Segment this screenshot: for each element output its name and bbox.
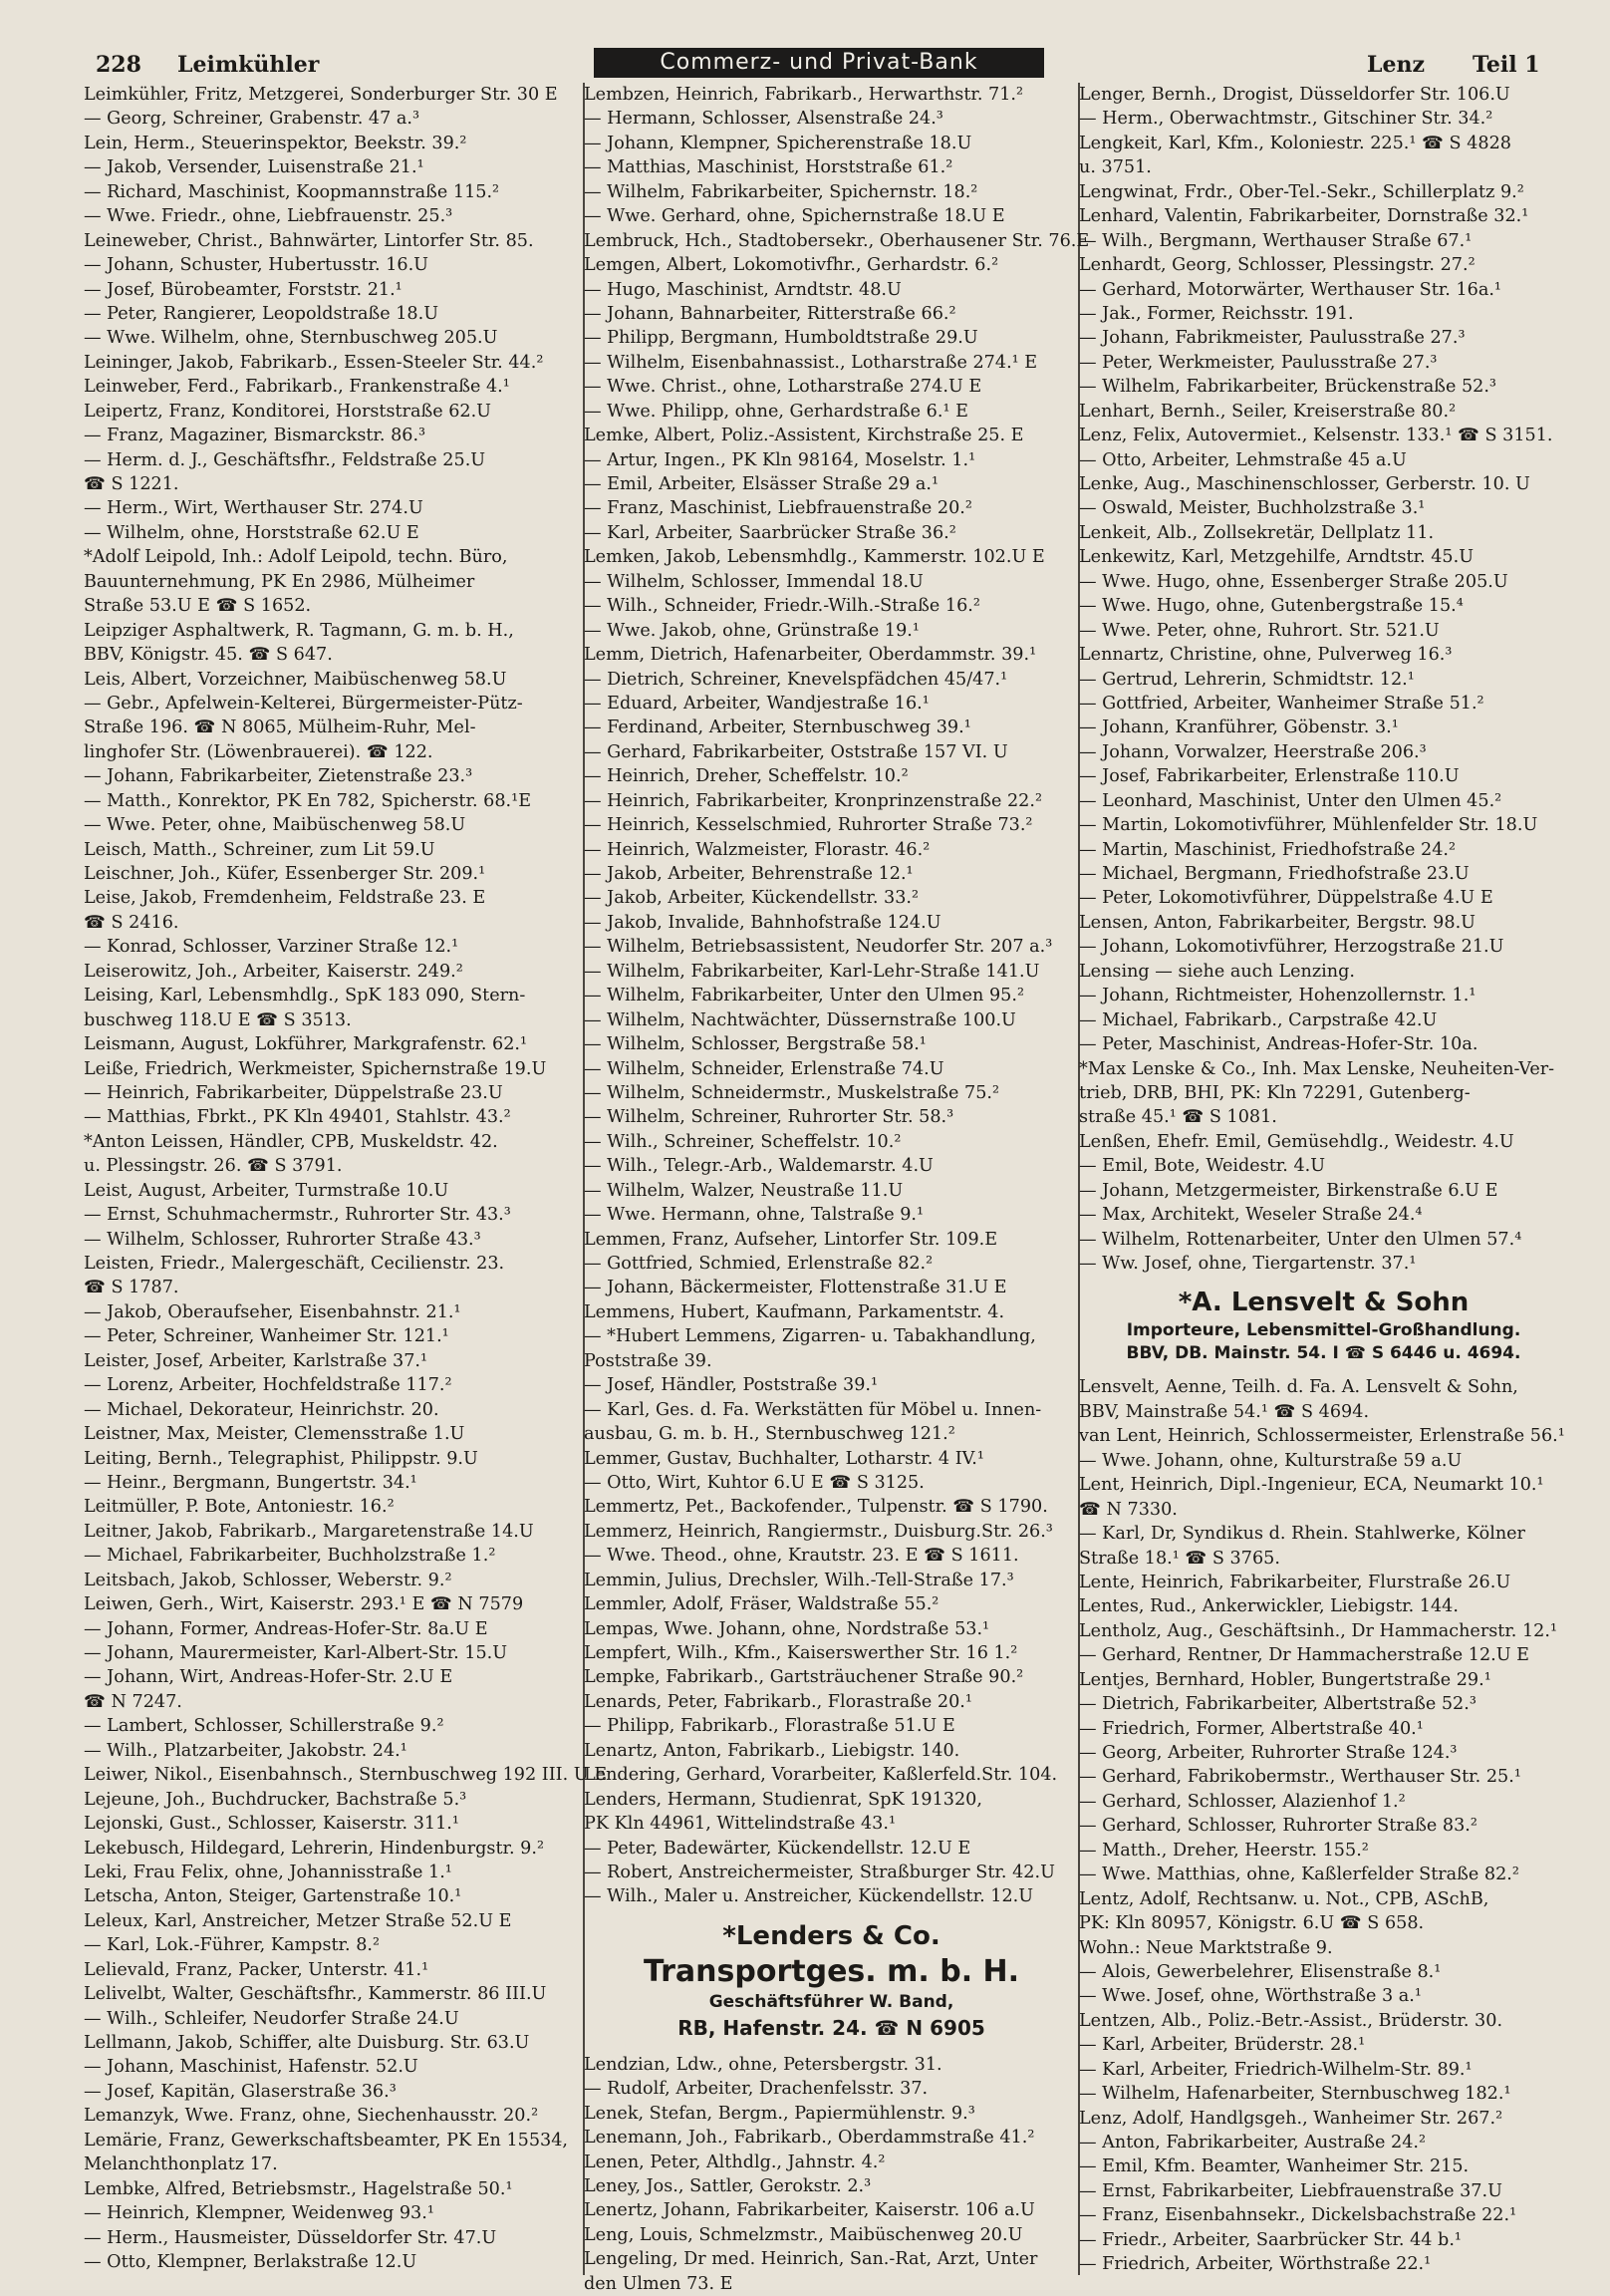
directory-entry: Lentzen, Alb., Poliz.-Betr.-Assist., Brüderstr. 30. [1079,2010,1503,2031]
directory-entry: — Alois, Gewerbelehrer, Elisenstraße 8.¹ [1079,1961,1442,1982]
directory-entry: Lenhard, Valentin, Fabrikarbeiter, Dornstraße 32.¹ [1079,206,1529,227]
directory-entry: Leney, Jos., Sattler, Gerokstr. 2.³ [584,2176,872,2196]
directory-entry: — Georg, Arbeiter, Ruhrorter Straße 124.³ [1079,1743,1458,1763]
directory-entry: — Wilhelm, Schneidermstr., Muskelstraße 75.² [584,1082,1000,1103]
directory-entry: — Gottfried, Arbeiter, Wanheimer Straße 51.² [1079,693,1484,714]
directory-entry: Lenkeit, Alb., Zollsekretär, Dellplatz 11. [1079,522,1435,543]
directory-entry: — Peter, Badewärter, Kückendellstr. 12.U E [584,1838,971,1859]
directory-entry: — Wwe. Peter, ohne, Maibüschenweg 58.U [84,815,466,836]
directory-entry: — Wilh., Telegr.-Arb., Waldemarstr. 4.U [584,1156,934,1177]
directory-entry: Lembruck, Hch., Stadtobersekr., Oberhausener Str. 76.E [584,230,1090,251]
directory-entry: — Gottfried, Schmied, Erlenstraße 82.² [584,1254,934,1274]
directory-entry: Lejeune, Joh., Buchdrucker, Bachstraße 5.³ [84,1789,467,1810]
directory-entry: Lenen, Peter, Althdlg., Jahnstr. 4.² [584,2152,886,2172]
directory-entry: — Jakob, Arbeiter, Kückendellstr. 33.² [584,888,920,909]
directory-entry: Lemgen, Albert, Lokomotivfhr., Gerhardstr. 6.² [584,255,999,276]
directory-entry: Straße 196. ☎ N 8065, Mülheim-Ruhr, Mel- [84,718,476,738]
directory-entry: — Wilhelm, Betriebsassistent, Neudorfer Str. 207 a.³ [584,937,1053,958]
directory-entry: — Dietrich, Fabrikarbeiter, Albertstraße 52.³ [1079,1694,1476,1715]
directory-entry: — Herm. d. J., Geschäftsfhr., Feldstraße 25.U [84,449,486,470]
directory-entry: — Wilh., Platzarbeiter, Jakobstr. 24.¹ [84,1740,407,1761]
directory-entry: *Anton Leissen, Händler, CPB, Muskeldstr. 42. [84,1131,498,1152]
directory-entry: — Wwe. Hugo, ohne, Essenberger Straße 205.U [1079,571,1508,592]
directory-entry: buschweg 118.U E ☎ S 3513. [84,1009,352,1030]
directory-entry: — Ernst, Schuhmachermstr., Ruhrorter Str. 43.³ [84,1205,511,1226]
directory-entry: ☎ S 1787. [84,1278,179,1298]
directory-entry: — Emil, Arbeiter, Elsässer Straße 29 a.¹ [584,474,939,494]
directory-entry: Lein, Herm., Steuerinspektor, Beekstr. 39.² [84,133,467,153]
directory-entry: Lenßen, Ehefr. Emil, Gemüsehdlg., Weidestr. 4.U [1079,1131,1514,1152]
directory-entry: Leimkühler, Fritz, Metzgerei, Sonderburger Str. 30 E [84,85,558,105]
column-1 [84,83,608,2275]
directory-entry: Lenek, Stefan, Bergm., Papiermühlenstr. 9.³ [584,2103,975,2124]
directory-entry: — Jakob, Versender, Luisenstraße 21.¹ [84,157,424,178]
directory-entry: — Jakob, Oberaufseher, Eisenbahnstr. 21.¹ [84,1301,461,1322]
directory-entry: Lenz, Felix, Autovermiet., Kelsenstr. 133.¹ ☎ S 3151. [1079,426,1553,446]
directory-entry: — Michael, Fabrikarbeiter, Buchholzstraße 1.² [84,1546,496,1567]
directory-entry: Lemmin, Julius, Drechsler, Wilh.-Tell-Straße 17.³ [584,1570,1014,1590]
directory-entry: — Gerhard, Fabrikarbeiter, Oststraße 157 VI. U [584,741,1008,762]
directory-entry: — Gertrud, Lehrerin, Schmidtstr. 12.¹ [1079,669,1415,690]
page-header [96,48,1555,88]
directory-entry: ☎ N 7247. [84,1691,182,1712]
directory-entry: — Philipp, Bergmann, Humboldtstraße 29.U [584,328,978,349]
directory-entry: — Peter, Lokomotivführer, Düppelstraße 4.U E [1079,888,1493,909]
directory-entry: ☎ N 7330. [1079,1499,1178,1520]
directory-entry: — Johann, Richtmeister, Hohenzollernstr. 1.¹ [1079,986,1476,1006]
directory-entry: Leising, Karl, Lebensmhdlg., SpK 183 090, Stern- [84,986,526,1006]
directory-entry: Leinweber, Ferd., Fabrikarb., Frankenstraße 4.¹ [84,377,510,398]
directory-entry: — Anton, Fabrikarbeiter, Austraße 24.² [1079,2133,1427,2152]
directory-entry: Leist, August, Arbeiter, Turmstraße 10.U [84,1180,449,1201]
directory-entry: — Friedr., Arbeiter, Saarbrücker Str. 44 b.¹ [1079,2229,1462,2250]
directory-entry: — Jakob, Invalide, Bahnhofstraße 124.U [584,912,941,933]
directory-entry: — Karl, Ges. d. Fa. Werkstätten für Möbel u. Innen- [584,1399,1042,1420]
directory-entry: — Max, Architekt, Weseler Straße 24.⁴ [1079,1205,1423,1226]
directory-entry: *Max Lenske & Co., Inh. Max Lenske, Neuheiten-Ver- [1079,1058,1555,1079]
directory-entry: — Michael, Fabrikarb., Carpstraße 42.U [1079,1009,1438,1030]
directory-entry: — Wwe. Philipp, ohne, Gerhardstraße 6.¹ E [584,401,968,422]
directory-entry: — Ernst, Fabrikarbeiter, Liebfrauenstraße 37.U [1079,2180,1502,2201]
directory-entry: — Wilhelm, Schneider, Erlenstraße 74.U [584,1058,944,1079]
lensvelt-ad-subtitle: Importeure, Lebensmittel-Großhandlung. [1126,1320,1521,1341]
directory-entry: — Jakob, Arbeiter, Behrenstraße 12.¹ [584,864,914,884]
directory-entry: Lemmertz, Pet., Backofender., Tulpenstr. ☎ S 1790. [584,1497,1048,1518]
directory-entry: — Wilhelm, Rottenarbeiter, Unter den Ulmen 57.⁴ [1079,1229,1522,1250]
directory-entry: — Johann, Wirt, Andreas-Hofer-Str. 2.U E [84,1667,453,1688]
directory-entry: — Wilhelm, Schreiner, Ruhrorter Str. 58.³ [584,1107,954,1128]
directory-entry: trieb, DRB, BHI, PK: Kln 72291, Gutenberg- [1079,1082,1471,1103]
directory-entry: — Friedrich, Former, Albertstraße 40.¹ [1079,1718,1424,1739]
directory-entry: Lembzen, Heinrich, Fabrikarb., Herwarthstr. 71.² [584,85,1024,105]
directory-entry: — Hermann, Schlosser, Alsenstraße 24.³ [584,109,943,130]
directory-entry: — Peter, Maschinist, Andreas-Hofer-Str. 10a. [1079,1034,1478,1055]
directory-entry: PK: Kln 80957, Königstr. 6.U ☎ S 658. [1079,1913,1425,1934]
directory-entry: Lelievald, Franz, Packer, Unterstr. 41.¹ [84,1959,429,1980]
directory-entry: — Wwe. Friedr., ohne, Liebfrauenstr. 25.³ [84,206,453,227]
directory-entry: — Wwe. Jakob, ohne, Grünstraße 19.¹ [584,620,920,641]
directory-entry: Lenger, Bernh., Drogist, Düsseldorfer Str. 106.U [1079,85,1510,105]
directory-entry: Poststraße 39. [584,1350,712,1371]
directory-entry: — Herm., Oberwachtmstr., Gitschiner Str. 34.² [1079,109,1493,130]
directory-entry: Leleux, Karl, Anstreicher, Metzer Straße 52.U E [84,1910,512,1931]
directory-entry: Leister, Josef, Arbeiter, Karlstraße 37.¹ [84,1350,428,1371]
directory-entry: Lemke, Albert, Poliz.-Assistent, Kirchstraße 25. E [584,426,1024,446]
directory-entry: Lelivelbt, Walter, Geschäftsfhr., Kammerstr. 86 III.U [84,1984,547,2005]
directory-entry: — Gerhard, Schlosser, Alazienhof 1.² [1079,1791,1406,1812]
directory-entry: — Wilhelm, Hafenarbeiter, Sternbuschweg 182.¹ [1079,2084,1511,2105]
directory-entry: — Karl, Arbeiter, Brüderstr. 28.¹ [1079,2035,1366,2056]
directory-entry: Lemärie, Franz, Gewerkschaftsbeamter, PK En 15534, [84,2130,569,2151]
directory-entry: — Karl, Arbeiter, Saarbrücker Straße 36.² [584,522,956,543]
directory-entry: Leiwer, Nikol., Eisenbahnsch., Sternbuschweg 192 III. U E [84,1765,608,1786]
directory-entry: — Franz, Maschinist, Liebfrauenstraße 20.² [584,498,972,519]
directory-entry: Lemm, Dietrich, Hafenarbeiter, Oberdammstr. 39.¹ [584,645,1037,666]
directory-entry: Lenke, Aug., Maschinenschlosser, Gerberstr. 10. U [1079,474,1530,494]
directory-entry: — Josef, Kapitän, Glaserstraße 36.³ [84,2081,397,2102]
directory-entry: Lemmler, Adolf, Fräser, Waldstraße 55.² [584,1594,939,1615]
directory-entry: — Josef, Bürobeamter, Forststr. 21.¹ [84,279,402,300]
directory-entry: — Heinrich, Fabrikarbeiter, Düppelstraße 23.U [84,1082,503,1103]
directory-entry: — Wilhelm, ohne, Horststraße 62.U E [84,522,419,543]
directory-entry: — Lorenz, Arbeiter, Hochfeldstraße 117.² [84,1375,452,1396]
directory-entry: — Wwe. Hugo, ohne, Gutenbergstraße 15.⁴ [1079,596,1464,617]
directory-entry: Lenders, Hermann, Studienrat, SpK 191320, [584,1789,982,1810]
directory-entry: Leiwen, Gerh., Wirt, Kaiserstr. 293.¹ E ☎ N 7579 [84,1594,524,1615]
directory-entry: Leisch, Matth., Schreiner, zum Lit 59.U [84,839,435,860]
directory-entry: — Emil, Bote, Weidestr. 4.U [1079,1156,1326,1177]
directory-entry: Leis, Albert, Vorzeichner, Maibüschenweg 58.U [84,669,507,690]
directory-entry: — Herm., Wirt, Werthauser Str. 274.U [84,498,423,519]
directory-entry: Lempke, Fabrikarb., Gartsträuchener Straße 90.² [584,1667,1024,1688]
directory-entry: — Wilh., Schleifer, Neudorfer Straße 24.U [84,2008,459,2029]
directory-entry: Lent, Heinrich, Dipl.-Ingenieur, ECA, Neumarkt 10.¹ [1079,1475,1544,1496]
directory-entry: Leng, Louis, Schmelzmstr., Maibüschenweg 20.U [584,2224,1023,2245]
directory-entry: — Heinrich, Kesselschmied, Ruhrorter Straße 73.² [584,815,1033,836]
directory-entry: Lensen, Anton, Fabrikarbeiter, Bergstr. 98.U [1079,912,1476,933]
directory-entry: Lengwinat, Frdr., Ober-Tel.-Sekr., Schillerplatz 9.² [1079,181,1524,202]
directory-entry: Lemken, Jakob, Lebensmhdlg., Kammerstr. 102.U E [584,547,1045,568]
directory-entry: Lenertz, Johann, Fabrikarbeiter, Kaiserstr. 106 a.U [584,2200,1035,2221]
directory-entry: — Peter, Werkmeister, Paulusstraße 27.³ [1079,352,1438,373]
directory-entry: — Gerhard, Motorwärter, Werthauser Str. 16a.¹ [1079,279,1501,300]
directory-entry: — Gerhard, Schlosser, Ruhrorter Straße 83.² [1079,1816,1477,1837]
directory-entry: Lemmer, Gustav, Buchhalter, Lotharstr. 4 IV.¹ [584,1448,984,1469]
directory-entry: — Josef, Händler, Poststraße 39.¹ [584,1375,879,1396]
directory-entry: Leki, Frau Felix, ohne, Johannisstraße 1.¹ [84,1862,452,1882]
directory-entry: u. Plessingstr. 26. ☎ S 3791. [84,1156,343,1177]
directory-entry: — Martin, Lokomotivführer, Mühlenfelder Str. 18.U [1079,815,1538,836]
directory-entry: — Wwe. Gerhard, ohne, Spichernstraße 18.U E [584,206,1005,227]
directory-entry: — Jak., Former, Reichsstr. 191. [1079,303,1354,324]
directory-entry: Leitmüller, P. Bote, Antoniestr. 16.² [84,1497,395,1518]
directory-entry: — Wilhelm, Schlosser, Ruhrorter Straße 43.³ [84,1229,481,1250]
directory-entry: Lenhardt, Georg, Schlosser, Plessingstr. 27.² [1079,255,1476,276]
directory-entry: — Artur, Ingen., PK Kln 98164, Moselstr. 1.¹ [584,449,976,470]
directory-entry: — Wwe. Josef, ohne, Wörthstraße 3 a.¹ [1079,1986,1422,2007]
directory-entry: Lenemann, Joh., Fabrikarb., Oberdammstraße 41.² [584,2128,1035,2149]
directory-entry: Leisten, Friedr., Malergeschäft, Cecilienstr. 23. [84,1254,505,1274]
directory-entry: — Franz, Magaziner, Bismarckstr. 86.³ [84,426,426,446]
directory-entry: — Hugo, Maschinist, Arndtstr. 48.U [584,279,902,300]
directory-entry: — Johann, Former, Andreas-Hofer-Str. 8a.U E [84,1618,488,1639]
directory-entry: Lemanzyk, Wwe. Franz, ohne, Siechenhausstr. 20.² [84,2106,539,2127]
lenders-ad-subtitle: Transportges. m. b. H. [643,1953,1020,1989]
left-catchword: Leimkühler [177,52,320,78]
directory-entry: ☎ S 2416. [84,912,179,933]
directory-entry: — Lambert, Schlosser, Schillerstraße 9.² [84,1716,444,1737]
directory-entry: — Johann, Maurermeister, Karl-Albert-Str. 15.U [84,1643,508,1663]
directory-entry: — Wwe. Theod., ohne, Krautstr. 23. E ☎ S 1611. [584,1546,1019,1567]
directory-entry: — Georg, Schreiner, Grabenstr. 47 a.³ [84,109,420,130]
directory-entry: — Johann, Vorwalzer, Heerstraße 206.³ [1079,741,1427,762]
directory-entry: Leismann, August, Lokführer, Markgrafenstr. 62.¹ [84,1034,528,1055]
directory-entry: — Heinrich, Fabrikarbeiter, Kronprinzenstraße 22.² [584,790,1043,811]
directory-entry: Lengeling, Dr med. Heinrich, San.-Rat, Arzt, Unter [584,2249,1038,2270]
directory-entry: straße 45.¹ ☎ S 1081. [1079,1107,1277,1128]
directory-entry: Leininger, Jakob, Fabrikarb., Essen-Steeler Str. 44.² [84,352,544,373]
directory-entry: — Wilhelm, Fabrikarbeiter, Unter den Ulmen 95.² [584,986,1025,1006]
directory-entry: Leineweber, Christ., Bahnwärter, Lintorfer Str. 85. [84,230,534,251]
directory-entry: — Josef, Fabrikarbeiter, Erlenstraße 110.U [1079,766,1460,787]
directory-entry: BBV, Königstr. 45. ☎ S 647. [84,645,333,666]
directory-entry: — Wilh., Maler u. Anstreicher, Kückendellstr. 12.U [584,1886,1034,1907]
directory-entry: — Wwe. Johann, ohne, Kulturstraße 59 a.U [1079,1450,1463,1471]
part-label: Teil 1 [1473,52,1540,78]
lensvelt-ad-name: *A. Lensvelt & Sohn [1178,1288,1470,1318]
lensvelt-advertisement [1079,1286,1568,1365]
directory-entry: — Dietrich, Schreiner, Knevelspfädchen 45/47.¹ [584,669,1008,690]
directory-entry: Lentes, Rud., Ankerwickler, Liebigstr. 144. [1079,1596,1459,1617]
directory-entry: — Wilhelm, Fabrikarbeiter, Karl-Lehr-Straße 141.U [584,961,1040,982]
directory-entry: PK Kln 44961, Wittelindstraße 43.¹ [584,1814,897,1835]
directory-entry: Lentz, Adolf, Rechtsanw. u. Not., CPB, ASchB, [1079,1888,1489,1909]
directory-entry: *Adolf Leipold, Inh.: Adolf Leipold, techn. Büro, [84,547,508,568]
directory-entry: Lekebusch, Hildegard, Lehrerin, Hindenburgstr. 9.² [84,1838,545,1859]
lensvelt-ad-address: BBV, DB. Mainstr. 54. I ☎ S 6446 u. 4694. [1126,1343,1521,1364]
directory-entry: van Lent, Heinrich, Schlossermeister, Erlenstraße 56.¹ [1079,1426,1565,1447]
directory-entry: — Matthias, Maschinist, Horststraße 61.² [584,157,953,178]
directory-entry: — Karl, Lok.-Führer, Kampstr. 8.² [84,1935,381,1956]
directory-entry: — Friedrich, Arbeiter, Wörthstraße 22.¹ [1079,2254,1432,2275]
directory-entry: — Peter, Rangierer, Leopoldstraße 18.U [84,303,439,324]
directory-entry: Lendzian, Ldw., ohne, Petersbergstr. 31. [584,2054,942,2075]
directory-entry: — Richard, Maschinist, Koopmannstraße 115.² [84,181,500,202]
column-3 [1079,83,1568,2275]
directory-entry: Straße 53.U E ☎ S 1652. [84,596,312,617]
directory-entry: — Johann, Schuster, Hubertusstr. 16.U [84,255,428,276]
directory-entry: ausbau, G. m. b. H., Sternbuschweg 121.² [584,1424,955,1445]
directory-entry: — Wwe. Wilhelm, ohne, Sternbuschweg 205.U [84,328,498,349]
directory-entry: Leipertz, Franz, Konditorei, Horststraße 62.U [84,401,492,422]
directory-entry: — Ferdinand, Arbeiter, Sternbuschweg 39.¹ [584,718,971,738]
directory-entry: — Wilhelm, Walzer, Neustraße 11.U [584,1180,904,1201]
directory-entry: Lengkeit, Karl, Kfm., Koloniestr. 225.¹ ☎ S 4828 [1079,133,1511,153]
directory-entry: — Gerhard, Rentner, Dr Hammacherstraße 12.U E [1079,1645,1530,1666]
directory-entry: Lembke, Alfred, Betriebsmstr., Hagelstraße 50.¹ [84,2178,513,2199]
directory-entry: ☎ S 1221. [84,474,179,494]
directory-entry: Leiße, Friedrich, Werkmeister, Spichernstraße 19.U [84,1058,547,1079]
directory-entry: — Ww. Josef, ohne, Tiergartenstr. 37.¹ [1079,1254,1417,1274]
directory-entry: Leitsbach, Jakob, Schlosser, Weberstr. 9.² [84,1570,452,1590]
directory-entry: — Otto, Arbeiter, Lehmstraße 45 a.U [1079,449,1407,470]
directory-entry: Lejonski, Gust., Schlosser, Kaiserstr. 311.¹ [84,1814,459,1835]
directory-entry: Bauunternehmung, PK En 2986, Mülheimer [84,571,475,592]
directory-entry: — Wilhelm, Fabrikarbeiter, Brückenstraße 52.³ [1079,377,1496,398]
directory-entry: — Wilh., Bergmann, Werthauser Straße 67.¹ [1079,230,1473,251]
directory-entry: Lemmerz, Heinrich, Rangiermstr., Duisburg.Str. 26.³ [584,1521,1053,1542]
column-2 [584,83,1090,2294]
directory-entry: — *Hubert Lemmens, Zigarren- u. Tabakhandlung, [584,1326,1036,1347]
directory-entry: — Johann, Maschinist, Hafenstr. 52.U [84,2057,418,2078]
directory-entry: — Leonhard, Maschinist, Unter den Ulmen 45.² [1079,790,1502,811]
directory-entry: — Wilhelm, Fabrikarbeiter, Spichernstr. 18.² [584,181,978,202]
directory-entry: Lendering, Gerhard, Vorarbeiter, Kaßlerfeld.Str. 104. [584,1765,1058,1786]
bank-advertisement-banner: Commerz- und Privat-Bank [594,48,1044,78]
directory-entry: — Matth., Dreher, Heerstr. 155.² [1079,1840,1369,1861]
directory-entry: linghofer Str. (Löwenbrauerei). ☎ 122. [84,741,433,762]
directory-entry: — Wilhelm, Eisenbahnassist., Lotharstraße 274.¹ E [584,352,1038,373]
directory-entry: — Martin, Maschinist, Friedhofstraße 24.² [1079,839,1457,860]
directory-entry: — Emil, Kfm. Beamter, Wanheimer Str. 215. [1079,2156,1470,2177]
directory-entry: — Otto, Wirt, Kuhtor 6.U E ☎ S 3125. [584,1472,925,1493]
lenders-advertisement [584,1919,1079,2043]
directory-entry: — Heinrich, Walzmeister, Florastr. 46.² [584,839,931,860]
directory-entry: — Johann, Bahnarbeiter, Ritterstraße 66.² [584,303,956,324]
directory-entry: Lenkewitz, Karl, Metzgehilfe, Arndtstr. 45.U [1079,547,1475,568]
directory-entry: — Herm., Hausmeister, Düsseldorfer Str. 47.U [84,2227,497,2248]
directory-entry: Leiting, Bernh., Telegraphist, Philippstr. 9.U [84,1448,478,1469]
directory-entry: Wohn.: Neue Marktstraße 9. [1079,1937,1333,1958]
lenders-ad-name: *Lenders & Co. [722,1920,940,1951]
directory-entry: — Johann, Klempner, Spicherenstraße 18.U [584,133,972,153]
directory-entry: Letscha, Anton, Steiger, Gartenstraße 10.¹ [84,1886,462,1907]
directory-entry: — Rudolf, Arbeiter, Drachenfelsstr. 37. [584,2079,929,2100]
directory-entry: — Johann, Bäckermeister, Flottenstraße 31.U E [584,1278,1007,1298]
directory-entry: — Wwe. Peter, ohne, Ruhrort. Str. 521.U [1079,620,1440,641]
directory-entry: — Wilhelm, Schlosser, Immendal 18.U [584,571,924,592]
directory-entry: — Michael, Bergmann, Friedhofstraße 23.U [1079,864,1470,884]
directory-entry: Lemmen, Franz, Aufseher, Lintorfer Str. 109.E [584,1229,998,1250]
directory-entry: Lentholz, Aug., Geschäftsinh., Dr Hammacherstr. 12.¹ [1079,1620,1558,1641]
directory-entry: Leipziger Asphaltwerk, R. Tagmann, G. m. b. H., [84,620,514,641]
directory-entry: — Peter, Schreiner, Wanheimer Str. 121.¹ [84,1326,449,1347]
directory-entry: — Heinr., Bergmann, Bungertstr. 34.¹ [84,1472,417,1493]
directory-entry: — Oswald, Meister, Buchholzstraße 3.¹ [1079,498,1426,519]
directory-entry: — Johann, Fabrikarbeiter, Zietenstraße 23.³ [84,766,473,787]
directory-entry: — Wwe. Matthias, ohne, Kaßlerfelder Straße 82.² [1079,1865,1519,1885]
directory-entry: Lensvelt, Aenne, Teilh. d. Fa. A. Lensvelt & Sohn, [1079,1377,1518,1398]
directory-entry: — Philipp, Fabrikarb., Florastraße 51.U E [584,1716,955,1737]
directory-entry: — Wwe. Christ., ohne, Lotharstraße 274.U E [584,377,982,398]
directory-entry: — Gerhard, Fabrikobermstr., Werthauser Str. 25.¹ [1079,1767,1521,1788]
directory-entry: Leistner, Max, Meister, Clemensstraße 1.U [84,1424,465,1445]
directory-entry: Lennartz, Christine, ohne, Pulverweg 16.³ [1079,645,1453,666]
directory-entry: Leitner, Jakob, Fabrikarb., Margaretenstraße 14.U [84,1521,534,1542]
directory-entry: Lenhart, Bernh., Seiler, Kreiserstraße 80.² [1079,401,1457,422]
directory-entry: — Heinrich, Klempner, Weidenweg 93.¹ [84,2203,434,2224]
directory-entry: Lellmann, Jakob, Schiffer, alte Duisburg. Str. 63.U [84,2033,530,2053]
directory-entry: — Konrad, Schlosser, Varziner Straße 12.¹ [84,937,459,958]
directory-entry: — Karl, Dr, Syndikus d. Rhein. Stahlwerke, Kölner [1079,1524,1525,1545]
directory-entry: Lenartz, Anton, Fabrikarb., Liebigstr. 140. [584,1740,960,1761]
directory-entry: — Heinrich, Dreher, Scheffelstr. 10.² [584,766,909,787]
lenders-ad-manager: Geschäftsführer W. Band, [708,1991,954,2012]
directory-entry: u. 3751. [1079,157,1152,178]
lenders-ad-address: RB, Hafenstr. 24. ☎ N 6905 [677,2015,985,2040]
directory-entry: — Eduard, Arbeiter, Wandjestraße 16.¹ [584,693,930,714]
directory-entry: — Johann, Metzgermeister, Birkenstraße 6.U E [1079,1180,1498,1201]
directory-entry: — Johann, Kranführer, Göbenstr. 3.¹ [1079,718,1399,738]
directory-entry: Lenards, Peter, Fabrikarb., Florastraße 20.¹ [584,1691,972,1712]
directory-entry: Leischner, Joh., Küfer, Essenberger Str. 209.¹ [84,864,486,884]
directory-entry: Lemmens, Hubert, Kaufmann, Parkamentstr. 4. [584,1301,1005,1322]
directory-entry: — Wilh., Schneider, Friedr.-Wilh.-Straße 16.² [584,596,980,617]
directory-entry: — Robert, Anstreichermeister, Straßburger Str. 42.U [584,1862,1055,1882]
directory-entry: BBV, Mainstraße 54.¹ ☎ S 4694. [1079,1401,1370,1422]
directory-entry: — Otto, Klempner, Berlakstraße 12.U [84,2251,417,2272]
directory-entry: — Franz, Eisenbahnsekr., Dickelsbachstraße 22.¹ [1079,2205,1517,2226]
directory-entry: — Karl, Arbeiter, Friedrich-Wilhelm-Str. 89.¹ [1079,2059,1473,2080]
directory-entry: — Wwe. Hermann, ohne, Talstraße 9.¹ [584,1205,925,1226]
directory-entry: Lempfert, Wilh., Kfm., Kaiserswerther Str. 16 1.² [584,1643,1018,1663]
directory-entry: Lempas, Wwe. Johann, ohne, Nordstraße 53.¹ [584,1618,990,1639]
directory-entry: — Gebr., Apfelwein-Kelterei, Bürgermeister-Pütz- [84,693,523,714]
directory-entry: — Matthias, Fbrkt., PK Kln 49401, Stahlstr. 43.² [84,1107,511,1128]
directory-entry: Lensing — siehe auch Lenzing. [1079,961,1355,982]
directory-entry: — Matth., Konrektor, PK En 782, Spicherstr. 68.¹E [84,790,532,811]
directory-entry: — Wilhelm, Schlosser, Bergstraße 58.¹ [584,1034,927,1055]
directory-entry: Lente, Heinrich, Fabrikarbeiter, Flurstraße 26.U [1079,1572,1511,1592]
directory-entry: — Wilh., Schreiner, Scheffelstr. 10.² [584,1131,902,1152]
directory-entry: Lenz, Adolf, Handlgsgeh., Wanheimer Str. 267.² [1079,2108,1503,2129]
directory-entry: — Johann, Lokomotivführer, Herzogstraße 21.U [1079,937,1504,958]
directory-entry: Straße 18.¹ ☎ S 3765. [1079,1548,1280,1569]
directory-entry: Melanchthonplatz 17. [84,2154,278,2175]
right-catchword: Lenz [1367,52,1425,78]
directory-entry: Leise, Jakob, Fremdenheim, Feldstraße 23. E [84,888,486,909]
page-number: 228 [96,52,141,78]
directory-entry: Lentjes, Bernhard, Hobler, Bungertstraße 29.¹ [1079,1669,1491,1690]
directory-entry: — Johann, Fabrikmeister, Paulusstraße 27.³ [1079,328,1466,349]
directory-entry: — Wilhelm, Nachtwächter, Düssernstraße 100.U [584,1009,1016,1030]
directory-entry: den Ulmen 73. E [584,2273,733,2294]
directory-entry: Leiserowitz, Joh., Arbeiter, Kaiserstr. 249.² [84,961,463,982]
directory-entry: — Michael, Dekorateur, Heinrichstr. 20. [84,1399,439,1420]
